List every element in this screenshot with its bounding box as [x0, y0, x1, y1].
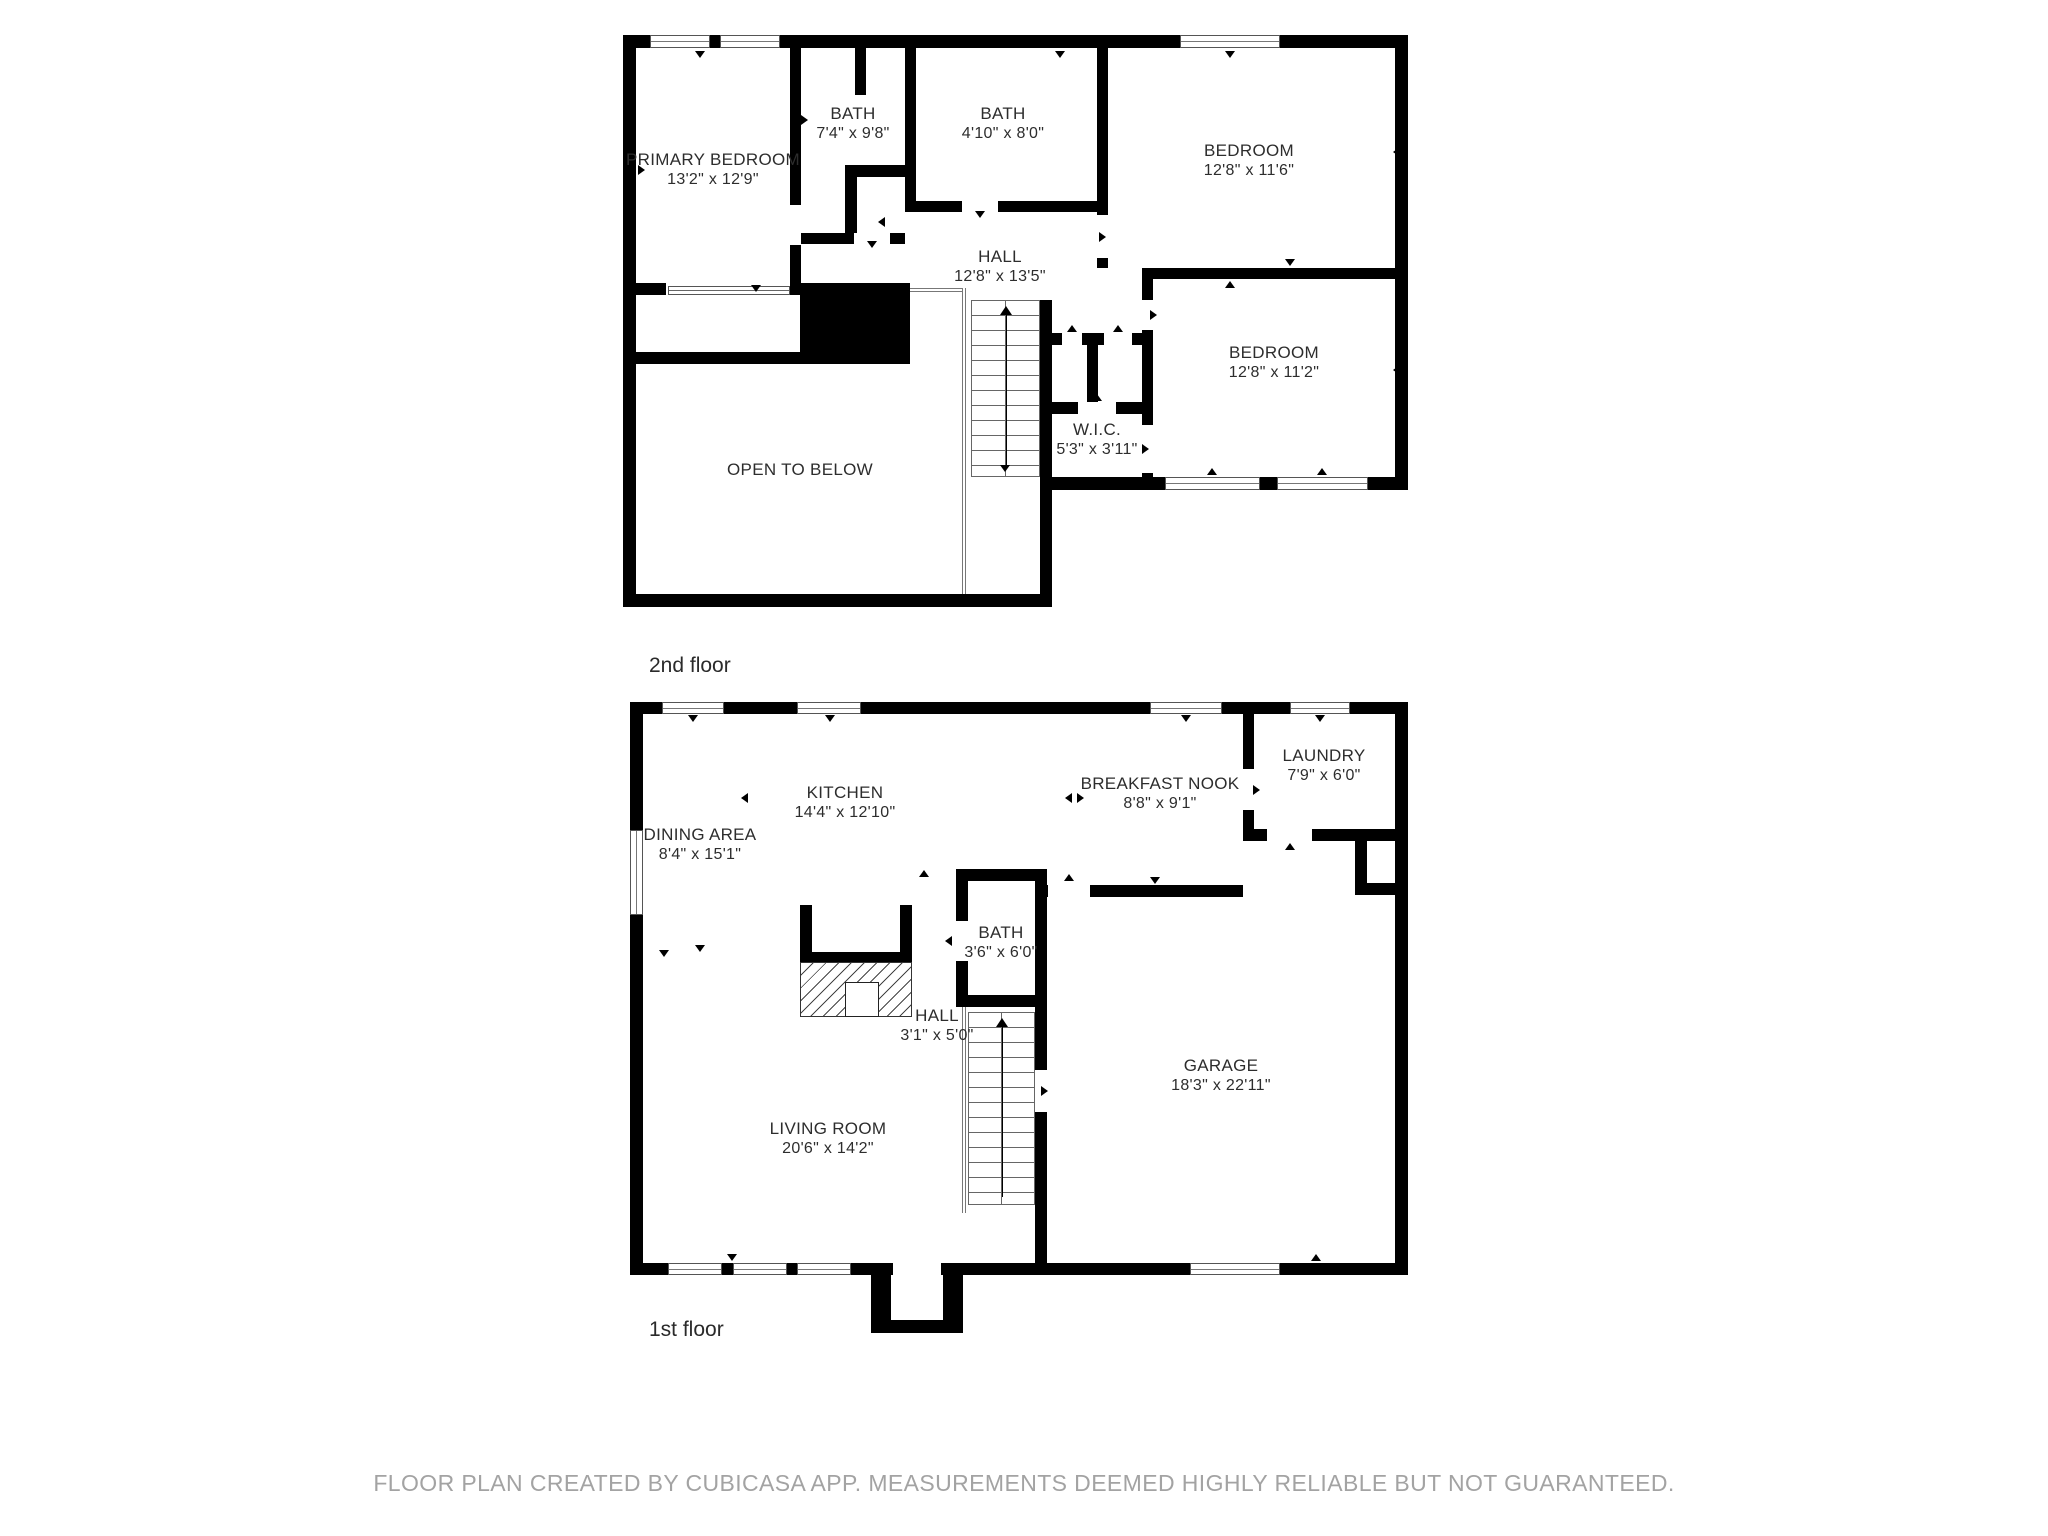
- fireplace-firebox: [845, 982, 879, 1017]
- wall: [1243, 829, 1267, 841]
- floor-title-1st: 1st floor: [649, 1318, 724, 1341]
- direction-marker: [945, 936, 952, 946]
- wall: [1035, 869, 1047, 1070]
- direction-marker: [1150, 877, 1160, 884]
- wall: [956, 869, 1047, 881]
- room-name: BEDROOM: [1229, 343, 1319, 362]
- direction-marker: [1311, 1254, 1321, 1261]
- room-label-living-room: [770, 1119, 887, 1159]
- direction-marker: [825, 715, 835, 722]
- direction-marker: [1253, 785, 1260, 795]
- direction-marker: [1397, 1053, 1404, 1063]
- room-name: DINING AREA: [643, 825, 757, 844]
- room-name: BATH: [830, 104, 876, 123]
- room-dimensions: 18'3" x 22'11": [1171, 1077, 1271, 1094]
- room-name: PRIMARY BEDROOM: [626, 150, 800, 169]
- window: [630, 830, 643, 915]
- room-name: LIVING ROOM: [769, 1119, 887, 1138]
- window: [1290, 702, 1350, 714]
- wall: [1395, 702, 1408, 1275]
- window: [1190, 1263, 1280, 1275]
- room-label-kitchen: [795, 783, 896, 823]
- room-dimensions: 20'6" x 14'2": [782, 1140, 874, 1157]
- door-opening: [893, 1263, 941, 1275]
- direction-marker: [727, 1254, 737, 1261]
- room-name: LAUNDRY: [1282, 746, 1366, 765]
- room-dimensions: 12'8" x 13'5": [954, 268, 1046, 285]
- wall: [1243, 714, 1254, 769]
- direction-marker: [1285, 843, 1295, 850]
- room-label-breakfast-nook: [1081, 774, 1240, 814]
- wall: [800, 952, 912, 962]
- wall: [1035, 1112, 1047, 1275]
- direction-marker: [632, 1142, 639, 1152]
- wall: [1090, 885, 1243, 897]
- direction-marker: [1181, 715, 1191, 722]
- room-dimensions: 8'8" x 9'1": [1123, 795, 1197, 812]
- room-name: OPEN TO BELOW: [727, 460, 873, 479]
- direction-marker: [919, 870, 929, 877]
- direction-marker: [1041, 1086, 1048, 1096]
- wall: [956, 961, 968, 995]
- direction-marker: [741, 793, 748, 803]
- room-name: W.I.C.: [1072, 420, 1122, 439]
- room-dimensions: 14'4" x 12'10": [794, 804, 896, 821]
- room-dimensions: 3'6" x 6'0": [964, 944, 1038, 961]
- window: [662, 702, 724, 714]
- room-dimensions: 7'9" x 6'0": [1287, 767, 1361, 784]
- room-name: BATH: [978, 923, 1024, 942]
- window: [668, 1263, 722, 1275]
- wall: [900, 905, 912, 952]
- wall: [630, 702, 643, 1275]
- wall: [956, 881, 968, 921]
- room-name: HALL: [915, 1006, 959, 1025]
- direction-marker: [1315, 715, 1325, 722]
- room-name: BREAKFAST NOOK: [1080, 774, 1240, 793]
- direction-marker: [632, 941, 639, 951]
- direction-marker: [659, 950, 669, 957]
- direction-marker: [1397, 762, 1404, 772]
- room-dimensions: 8'4" x 15'1": [658, 846, 742, 863]
- direction-marker: [1064, 874, 1074, 881]
- wall: [1312, 829, 1408, 841]
- stairs-up-arrow: [996, 1018, 1008, 1027]
- direction-marker: [688, 715, 698, 722]
- room-dimensions: 5'3" x 3'11": [1056, 441, 1138, 458]
- window: [797, 1263, 851, 1275]
- room-name: GARAGE: [1183, 1056, 1259, 1075]
- room-label-laundry: [1282, 746, 1365, 786]
- room-label-dining-area: [644, 825, 757, 865]
- room-dimensions: 13'2" x 12'9": [667, 171, 759, 188]
- room-label-garage: [1171, 1056, 1271, 1096]
- window: [733, 1263, 787, 1275]
- room-dimensions: 4'10" x 8'0": [961, 125, 1045, 142]
- wall: [1355, 883, 1408, 895]
- room-dimensions: 7'4" x 9'8": [816, 125, 890, 142]
- window: [797, 702, 861, 714]
- room-label-bath: [964, 923, 1037, 963]
- floor-title-2nd: 2nd floor: [649, 654, 731, 677]
- room-dimensions: 3'1" x 5'0": [900, 1027, 974, 1044]
- wall: [871, 1320, 963, 1333]
- room-name: HALL: [978, 247, 1022, 266]
- room-name: BEDROOM: [1204, 141, 1294, 160]
- room-dimensions: 12'8" x 11'6": [1203, 162, 1295, 179]
- room-name: KITCHEN: [806, 783, 884, 802]
- window: [1150, 702, 1222, 714]
- stairs-direction-line: [1002, 1026, 1003, 1197]
- footer-disclaimer: FLOOR PLAN CREATED BY CUBICASA APP. MEASUREMENTS DEEMED HIGHLY RELIABLE BUT NOT GUARANTEED.: [373, 1470, 1675, 1496]
- room-label-hall-1st: [900, 1006, 973, 1046]
- wall: [800, 905, 812, 952]
- direction-marker: [1065, 793, 1072, 803]
- room-name: BATH: [980, 104, 1026, 123]
- direction-marker: [695, 945, 705, 952]
- room-dimensions: 12'8" x 11'2": [1228, 364, 1320, 381]
